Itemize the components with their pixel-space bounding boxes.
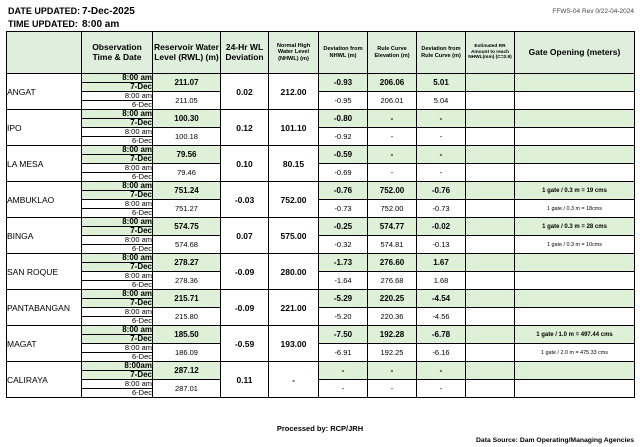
obs-date-previous: 6-Dec — [82, 281, 153, 290]
rr-amount-current — [466, 74, 515, 92]
rr-amount-current — [466, 146, 515, 164]
rule-curve-current: 206.06 — [368, 74, 417, 92]
obs-date-current: 7-Dec — [82, 191, 153, 200]
deviation-rule-previous: 1.68 — [417, 272, 466, 290]
dam-name: SAN ROQUE — [7, 254, 82, 290]
wl-deviation-24hr: 0.11 — [221, 362, 269, 398]
obs-time-current: 8:00 am — [82, 182, 153, 191]
rule-curve-previous: 574.81 — [368, 236, 417, 254]
header-rwl: Reservoir Water Level (RWL) (m) — [153, 32, 221, 74]
obs-time-previous: 8:00 am — [82, 200, 153, 209]
dam-name: IPO — [7, 110, 82, 146]
dam-name: BINGA — [7, 218, 82, 254]
nhwl-value: 212.00 — [269, 74, 319, 110]
table-header-row — [7, 32, 635, 74]
table-row — [7, 128, 635, 137]
date-updated-label: DATE UPDATED: — [8, 6, 81, 16]
obs-time-current: 8:00 am — [82, 110, 153, 119]
rwl-current: 287.12 — [153, 362, 221, 380]
rwl-current: 100.30 — [153, 110, 221, 128]
obs-date-current: 7-Dec — [82, 227, 153, 236]
deviation-nhwl-previous: - — [319, 380, 368, 398]
obs-date-previous: 6-Dec — [82, 101, 153, 110]
wl-deviation-24hr: 0.12 — [221, 110, 269, 146]
table-row — [7, 272, 635, 281]
obs-date-previous: 6-Dec — [82, 353, 153, 362]
rule-curve-current: 192.28 — [368, 326, 417, 344]
rwl-current: 215.71 — [153, 290, 221, 308]
rr-amount-previous — [466, 236, 515, 254]
gate-opening-current — [515, 146, 635, 164]
gate-opening-previous — [515, 380, 635, 398]
gate-opening-current — [515, 110, 635, 128]
obs-time-current: 8:00 am — [82, 218, 153, 227]
deviation-nhwl-current: - — [319, 362, 368, 380]
table-row — [7, 308, 635, 317]
rule-curve-current: - — [368, 110, 417, 128]
rr-amount-previous — [466, 308, 515, 326]
nhwl-value: 193.00 — [269, 326, 319, 362]
deviation-nhwl-previous: -1.64 — [319, 272, 368, 290]
rule-curve-previous: - — [368, 380, 417, 398]
rwl-previous: 751.27 — [153, 200, 221, 218]
deviation-nhwl-current: -0.59 — [319, 146, 368, 164]
deviation-nhwl-current: -0.76 — [319, 182, 368, 200]
rr-amount-current — [466, 290, 515, 308]
header-24hr-deviation: 24-Hr WL Deviation — [221, 32, 269, 74]
rwl-previous: 278.36 — [153, 272, 221, 290]
rr-amount-current — [466, 326, 515, 344]
dam-name: CALIRAYA — [7, 362, 82, 398]
header-deviation-nhwl: Deviation from NHWL (m) — [319, 32, 368, 74]
gate-opening-previous — [515, 92, 635, 110]
deviation-rule-current: - — [417, 362, 466, 380]
deviation-rule-previous: 5.04 — [417, 92, 466, 110]
deviation-rule-previous: -0.73 — [417, 200, 466, 218]
time-updated-label: TIME UPDATED: — [8, 19, 78, 29]
table-row — [7, 362, 635, 371]
nhwl-value: 280.00 — [269, 254, 319, 290]
deviation-rule-previous: -6.16 — [417, 344, 466, 362]
dam-name: MAGAT — [7, 326, 82, 362]
rr-amount-current — [466, 110, 515, 128]
rule-curve-current: 276.60 — [368, 254, 417, 272]
deviation-rule-current: - — [417, 110, 466, 128]
wl-deviation-24hr: -0.59 — [221, 326, 269, 362]
rule-curve-previous: 276.68 — [368, 272, 417, 290]
header-deviation-rule-curve: Deviation from Rule Curve (m) — [417, 32, 466, 74]
rr-amount-current — [466, 218, 515, 236]
obs-date-previous: 6-Dec — [82, 317, 153, 326]
obs-time-current: 8:00 am — [82, 326, 153, 335]
gate-opening-previous: 1 gate / 0.3 m = 10cms — [515, 236, 635, 254]
gate-opening-previous: 1 gate / 0.3 m = 18cms — [515, 200, 635, 218]
time-updated-value: 8:00 am — [82, 19, 120, 30]
rule-curve-previous: - — [368, 164, 417, 182]
obs-date-previous: 6-Dec — [82, 137, 153, 146]
table-row — [7, 218, 635, 227]
obs-time-current: 8:00 am — [82, 74, 153, 83]
gate-opening-previous: 1 gate / 2.0 m = 475.33 cms — [515, 344, 635, 362]
wl-deviation-24hr: -0.09 — [221, 254, 269, 290]
rwl-current: 211.07 — [153, 74, 221, 92]
rr-amount-previous — [466, 128, 515, 146]
wl-deviation-24hr: -0.09 — [221, 290, 269, 326]
gate-opening-previous — [515, 308, 635, 326]
nhwl-value: - — [269, 362, 319, 398]
gate-opening-current: 1 gate / 0.3 m = 19 cms — [515, 182, 635, 200]
deviation-rule-current: -4.54 — [417, 290, 466, 308]
obs-time-current: 8:00am — [82, 362, 153, 371]
table-row — [7, 164, 635, 173]
time-updated — [8, 19, 120, 30]
rwl-previous: 574.68 — [153, 236, 221, 254]
nhwl-value: 221.00 — [269, 290, 319, 326]
obs-time-previous: 8:00 am — [82, 308, 153, 317]
table-row — [7, 110, 635, 119]
nhwl-value: 80.15 — [269, 146, 319, 182]
table-row — [7, 344, 635, 353]
processed-by: Processed by: RCP/JRH — [276, 424, 364, 433]
obs-time-current: 8:00 am — [82, 146, 153, 155]
table-row — [7, 200, 635, 209]
deviation-nhwl-current: -0.80 — [319, 110, 368, 128]
form-revision: FFWS-04 Rev 0/22-04-2024 — [552, 8, 634, 15]
header-gate-opening: Gate Opening (meters) — [515, 32, 635, 74]
rr-amount-previous — [466, 344, 515, 362]
wl-deviation-24hr: 0.02 — [221, 74, 269, 110]
obs-date-previous: 6-Dec — [82, 173, 153, 182]
deviation-nhwl-current: -7.50 — [319, 326, 368, 344]
obs-date-current: 7-Dec — [82, 155, 153, 164]
obs-time-current: 8:00 am — [82, 254, 153, 263]
dam-status-table — [6, 31, 635, 398]
rwl-current: 574.75 — [153, 218, 221, 236]
obs-date-current: 7-Dec — [82, 335, 153, 344]
gate-opening-current: 1 gate / 0.3 m = 28 cms — [515, 218, 635, 236]
dam-name: ANGAT — [7, 74, 82, 110]
rr-amount-current — [466, 254, 515, 272]
obs-date-current: 7-Dec — [82, 299, 153, 308]
rr-amount-previous — [466, 272, 515, 290]
deviation-nhwl-previous: -6.91 — [319, 344, 368, 362]
gate-opening-current — [515, 362, 635, 380]
rule-curve-previous: 192.25 — [368, 344, 417, 362]
rwl-current: 185.50 — [153, 326, 221, 344]
rule-curve-current: 752.00 — [368, 182, 417, 200]
table-row — [7, 146, 635, 155]
rwl-current: 751.24 — [153, 182, 221, 200]
deviation-rule-previous: -4.56 — [417, 308, 466, 326]
obs-time-previous: 8:00 am — [82, 380, 153, 389]
wl-deviation-24hr: -0.03 — [221, 182, 269, 218]
rwl-current: 79.56 — [153, 146, 221, 164]
nhwl-value: 101.10 — [269, 110, 319, 146]
wl-deviation-24hr: 0.07 — [221, 218, 269, 254]
gate-opening-current — [515, 254, 635, 272]
gate-opening-current — [515, 290, 635, 308]
gate-opening-current: 1 gate / 1.0 m = 497.44 cms — [515, 326, 635, 344]
rule-curve-previous: - — [368, 128, 417, 146]
rule-curve-previous: 206.01 — [368, 92, 417, 110]
rr-amount-previous — [466, 164, 515, 182]
rule-curve-current: - — [368, 362, 417, 380]
gate-opening-previous — [515, 128, 635, 146]
table-row — [7, 92, 635, 101]
wl-deviation-24hr: 0.10 — [221, 146, 269, 182]
date-updated — [8, 6, 135, 17]
rr-amount-current — [466, 182, 515, 200]
rwl-previous: 100.18 — [153, 128, 221, 146]
header-nhwl: Normal High Water Level (NHWL) (m) — [269, 32, 319, 74]
table-row — [7, 326, 635, 335]
rr-amount-previous — [466, 200, 515, 218]
rwl-previous: 211.05 — [153, 92, 221, 110]
obs-time-previous: 8:00 am — [82, 344, 153, 353]
deviation-nhwl-current: -0.25 — [319, 218, 368, 236]
deviation-nhwl-current: -1.73 — [319, 254, 368, 272]
dam-name: PANTABANGAN — [7, 290, 82, 326]
obs-date-current: 7-Dec — [82, 119, 153, 128]
obs-time-previous: 8:00 am — [82, 236, 153, 245]
gate-opening-current — [515, 74, 635, 92]
deviation-nhwl-previous: -0.73 — [319, 200, 368, 218]
rr-amount-current — [466, 362, 515, 380]
rwl-previous: 79.46 — [153, 164, 221, 182]
obs-time-previous: 8:00 am — [82, 128, 153, 137]
rule-curve-current: 574.77 — [368, 218, 417, 236]
gate-opening-previous — [515, 272, 635, 290]
obs-date-current: 7-Dec — [82, 83, 153, 92]
obs-time-previous: 8:00 am — [82, 272, 153, 281]
table-row — [7, 254, 635, 263]
header-estimated-rr: Estimated RR Amount to reach NHWL(mm) (C=0.9) — [466, 32, 515, 74]
rule-curve-current: 220.25 — [368, 290, 417, 308]
deviation-nhwl-current: -0.93 — [319, 74, 368, 92]
header-observation: Observation Time & Date — [82, 32, 153, 74]
rr-amount-previous — [466, 380, 515, 398]
deviation-nhwl-previous: -0.69 — [319, 164, 368, 182]
deviation-nhwl-current: -5.29 — [319, 290, 368, 308]
deviation-rule-current: -6.78 — [417, 326, 466, 344]
dam-name: LA MESA — [7, 146, 82, 182]
rwl-previous: 215.80 — [153, 308, 221, 326]
obs-time-previous: 8:00 am — [82, 164, 153, 173]
deviation-rule-previous: - — [417, 164, 466, 182]
rule-curve-current: - — [368, 146, 417, 164]
obs-date-previous: 6-Dec — [82, 245, 153, 254]
table-row — [7, 74, 635, 83]
date-updated-value: 7-Dec-2025 — [82, 6, 135, 17]
obs-time-previous: 8:00 am — [82, 92, 153, 101]
deviation-rule-current: -0.76 — [417, 182, 466, 200]
table-row — [7, 290, 635, 299]
rwl-current: 278.27 — [153, 254, 221, 272]
nhwl-value: 575.00 — [269, 218, 319, 254]
deviation-rule-current: 1.67 — [417, 254, 466, 272]
deviation-rule-previous: - — [417, 380, 466, 398]
rule-curve-previous: 752.00 — [368, 200, 417, 218]
obs-date-current: 7-Dec — [82, 263, 153, 272]
rwl-previous: 287.01 — [153, 380, 221, 398]
deviation-rule-current: 5.01 — [417, 74, 466, 92]
rwl-previous: 186.09 — [153, 344, 221, 362]
gate-opening-previous — [515, 164, 635, 182]
deviation-nhwl-previous: -0.95 — [319, 92, 368, 110]
table-row — [7, 380, 635, 389]
deviation-rule-previous: -0.13 — [417, 236, 466, 254]
deviation-nhwl-previous: -0.92 — [319, 128, 368, 146]
deviation-nhwl-previous: -5.20 — [319, 308, 368, 326]
deviation-nhwl-previous: -0.32 — [319, 236, 368, 254]
data-source: Data Source: Dam Operating/Managing Agencies — [476, 437, 634, 444]
header-rule-curve: Rule Curve Elevation (m) — [368, 32, 417, 74]
deviation-rule-current: - — [417, 146, 466, 164]
rule-curve-previous: 220.36 — [368, 308, 417, 326]
obs-time-current: 8:00 am — [82, 290, 153, 299]
table-row — [7, 236, 635, 245]
obs-date-previous: 6-Dec — [82, 209, 153, 218]
deviation-rule-previous: - — [417, 128, 466, 146]
obs-date-current: 7-Dec — [82, 371, 153, 380]
nhwl-value: 752.00 — [269, 182, 319, 218]
rr-amount-previous — [466, 92, 515, 110]
obs-date-previous: 6-Dec — [82, 389, 153, 398]
header-dam-name — [7, 32, 82, 74]
dam-name: AMBUKLAO — [7, 182, 82, 218]
deviation-rule-current: -0.02 — [417, 218, 466, 236]
table-row — [7, 182, 635, 191]
